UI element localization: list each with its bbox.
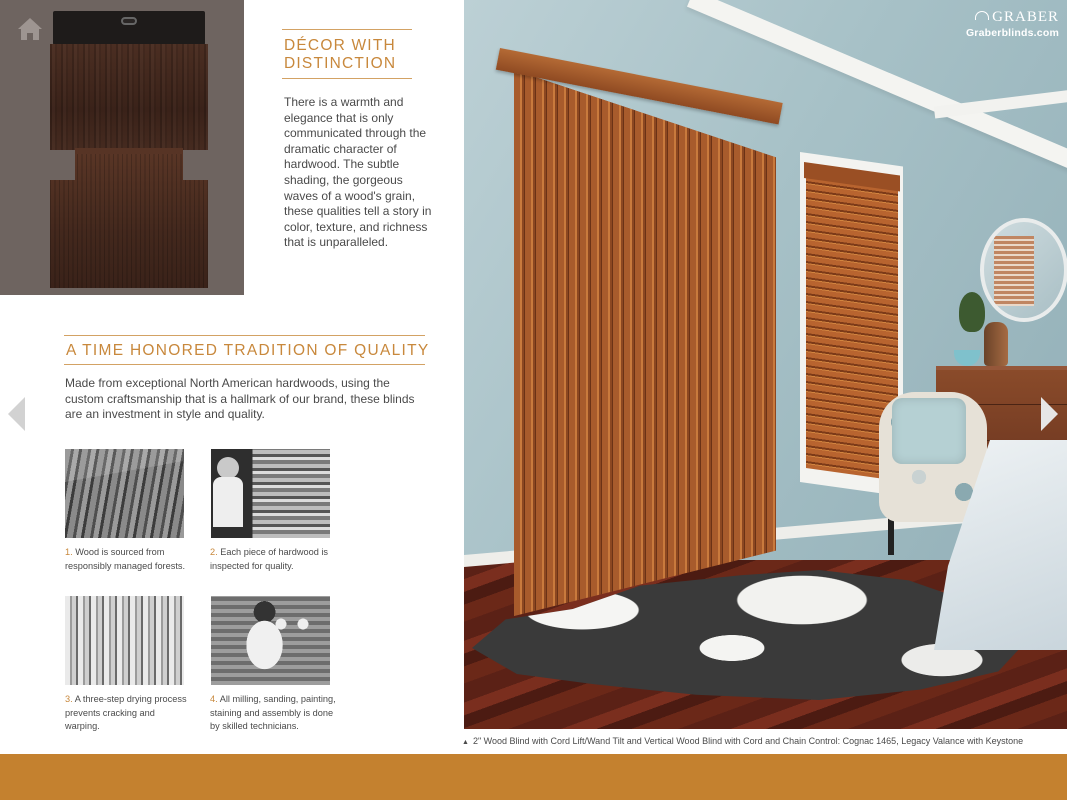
- step-3-text: A three-step drying process prevents cracking and warping.: [65, 694, 187, 731]
- vertical-wood-blind: [514, 70, 776, 616]
- step-4-photo-milling: [211, 596, 330, 685]
- chevron-left-icon[interactable]: [8, 397, 26, 431]
- photo-caption-text: 2" Wood Blind with Cord Lift/Wand Tilt and Vertical Wood Blind with Cord and Chain Control: Cognac 1465, Legacy Valance with Keystone: [472, 736, 1024, 746]
- wood-swatch-panel: [0, 0, 244, 295]
- brand-name-text: GRABER: [992, 9, 1059, 25]
- round-mirror: [980, 218, 1067, 322]
- caption-triangle-icon: ▲: [462, 739, 469, 746]
- step-1-number: 1.: [65, 547, 73, 557]
- step-3-photo-drying: [65, 596, 184, 685]
- swatch-notch-right: [183, 150, 208, 180]
- photo-caption: [462, 736, 1062, 746]
- decor-heading-box: [282, 29, 412, 79]
- room-photo: [464, 0, 1067, 729]
- swatch-tab: [75, 148, 183, 154]
- step-4-number: 4.: [210, 694, 218, 704]
- step-2-text: Each piece of hardwood is inspected for quality.: [210, 547, 328, 571]
- tradition-body-text: Made from exceptional North American hardwoods, using the custom craftsmanship that is a hallmark of our brand, these blinds are an investment in style and quality.: [65, 376, 415, 422]
- step-2-photo-inspection: [211, 449, 330, 538]
- chair-pillow: [892, 398, 966, 464]
- chevron-right-icon[interactable]: [1040, 397, 1058, 431]
- bottom-bar: [0, 754, 1067, 800]
- graber-url[interactable]: Graberblinds.com: [965, 27, 1059, 39]
- worker-body: [213, 477, 243, 527]
- graber-brand-name: [954, 9, 1059, 26]
- home-icon[interactable]: [16, 16, 44, 42]
- step-4-caption: [210, 693, 336, 734]
- step-1-caption: [65, 546, 191, 573]
- vase: [984, 322, 1008, 366]
- mirror-reflection: [994, 236, 1034, 306]
- step-2-caption: [210, 546, 336, 573]
- step-1-text: Wood is sourced from responsibly managed forests.: [65, 547, 186, 571]
- graber-logo-icon: [975, 11, 989, 20]
- graber-logo[interactable]: [954, 9, 1059, 39]
- plant: [959, 292, 985, 332]
- step-3-caption: [65, 693, 191, 734]
- decor-body-text: There is a warmth and elegance that is only communicated through the dramatic character of hardwood. The subtle shading, the gorgeous waves of a wood's grain, these qualities tell a story in color, texture, and richness that is unparalleled.: [284, 95, 432, 250]
- decor-heading: DÉCOR WITH DISTINCTION: [284, 37, 397, 72]
- tradition-heading-box: [64, 335, 430, 365]
- worker-head: [217, 457, 239, 479]
- swatch-notch-left: [50, 150, 75, 180]
- step-2-number: 2.: [210, 547, 218, 557]
- step-1-photo-logs: [65, 449, 184, 538]
- machine-holes: [271, 616, 321, 632]
- swatch-hang-hole: [121, 17, 137, 25]
- step-4-text: All milling, sanding, painting, staining and assembly is done by skilled technicians.: [210, 694, 336, 731]
- step-3-number: 3.: [65, 694, 73, 704]
- swatch-header-tab: [53, 11, 205, 45]
- tradition-heading: A TIME HONORED TRADITION OF QUALITY: [66, 342, 430, 359]
